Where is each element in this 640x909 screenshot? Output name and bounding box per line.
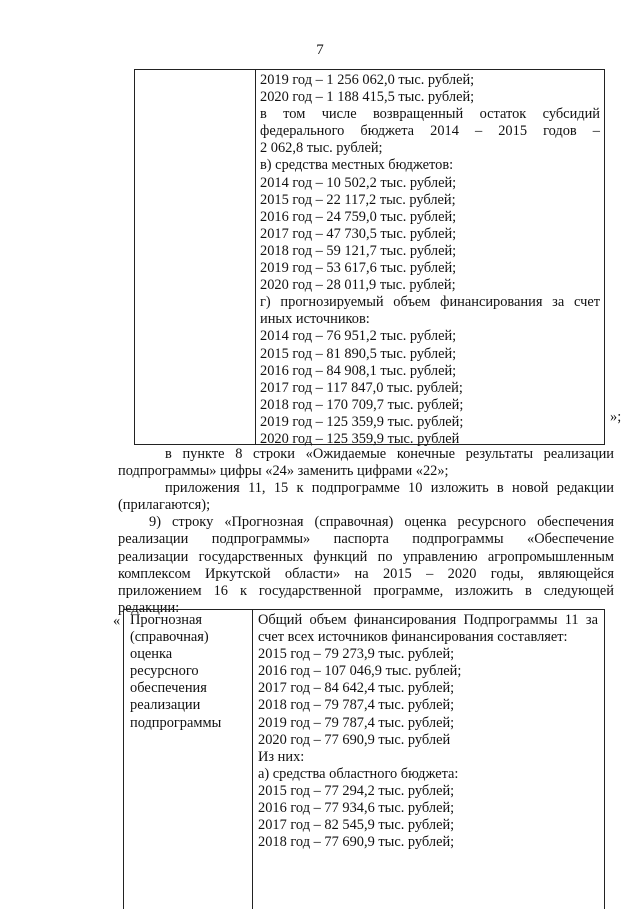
cell-line: 2020 год – 77 690,9 тыс. рублей xyxy=(258,731,451,748)
text-line: реализации подпрограммы» паспорта подпрограммы «Обеспечение xyxy=(118,531,614,548)
funding-cell-right xyxy=(258,612,598,851)
text-line: приложения 11, 15 к подпрограмме 10 изложить в новой редакции xyxy=(165,480,614,497)
text-line: подпрограммы» цифры «24» заменить цифрами «22»; xyxy=(118,463,449,480)
cell-line: 2016 год – 84 908,1 тыс. рублей; xyxy=(260,362,457,379)
body-text xyxy=(118,446,614,617)
funding-table-continued xyxy=(134,69,605,445)
cell-line: 2018 год – 170 709,7 тыс. рублей; xyxy=(260,396,464,413)
column-divider xyxy=(255,70,256,444)
cell-line: 2018 год – 77 690,9 тыс. рублей; xyxy=(258,834,455,851)
cell-line: г) прогнозируемый объем финансирования за счет xyxy=(260,294,600,311)
cell-line: а) средства областного бюджета: xyxy=(258,765,459,782)
cell-line: 2017 год – 82 545,9 тыс. рублей; xyxy=(258,817,455,834)
text-line: редакции: xyxy=(118,599,180,616)
funding-cell-right xyxy=(260,72,600,448)
cell-line: 2019 год – 53 617,6 тыс. рублей; xyxy=(260,260,457,277)
cell-line: 2015 год – 81 890,5 тыс. рублей; xyxy=(260,345,457,362)
text-line: (прилагаются); xyxy=(118,497,211,514)
cell-line: 2 062,8 тыс. рублей; xyxy=(260,140,383,157)
cell-line: иных источников: xyxy=(260,311,370,328)
text-line: в пункте 8 строки «Ожидаемые конечные результаты реализации xyxy=(165,446,614,462)
cell-line: счет всех источников финансирования составляет: xyxy=(258,629,568,646)
label-line: Прогнозная xyxy=(130,612,202,628)
cell-line: 2017 год – 84 642,4 тыс. рублей; xyxy=(258,680,455,697)
cell-line: федерального бюджета 2014 – 2015 годов – xyxy=(260,123,600,140)
cell-line: 2019 год – 125 359,9 тыс. рублей; xyxy=(260,413,464,430)
cell-line: 2020 год – 28 011,9 тыс. рублей; xyxy=(260,277,456,294)
cell-line: в) средства местных бюджетов: xyxy=(260,157,454,174)
row-label-cell xyxy=(130,612,248,732)
label-line: подпрограммы xyxy=(130,714,222,731)
cell-line: 2015 год – 77 294,2 тыс. рублей; xyxy=(258,782,455,799)
label-line: (справочная) xyxy=(130,629,209,646)
cell-line: 2018 год – 59 121,7 тыс. рублей; xyxy=(260,242,457,259)
text-line: приложением 16 к государственной программе, изложить в следующей xyxy=(118,582,614,599)
text-line: реализации государственных функций по управлению агропромышленным xyxy=(118,548,614,565)
label-line: реализации xyxy=(130,697,201,714)
cell-line: 2018 год – 79 787,4 тыс. рублей; xyxy=(258,697,455,714)
cell-line: 2020 год – 1 188 415,5 тыс. рублей; xyxy=(260,89,475,106)
label-line: оценка xyxy=(130,646,173,663)
cell-line: Из них: xyxy=(258,748,305,765)
opening-quote-mark: « xyxy=(113,613,121,629)
cell-line: 2016 год – 24 759,0 тыс. рублей; xyxy=(260,208,457,225)
cell-line: 2016 год – 107 046,9 тыс. рублей; xyxy=(258,663,462,680)
label-line: обеспечения xyxy=(130,680,207,697)
cell-line: 2014 год – 10 502,2 тыс. рублей; xyxy=(260,174,457,191)
text-line: комплексом Иркутской области» на 2015 – 2020 годы, являющейся xyxy=(118,565,614,582)
closing-quote-mark: »; xyxy=(610,409,622,425)
cell-line: 2017 год – 47 730,5 тыс. рублей; xyxy=(260,225,457,242)
cell-line: 2016 год – 77 934,6 тыс. рублей; xyxy=(258,800,455,817)
text-line: 9) строку «Прогнозная (справочная) оценка ресурсного обеспечения xyxy=(149,514,614,531)
cell-line: Общий объем финансирования Подпрограммы 11 за xyxy=(258,612,598,628)
cell-line: 2014 год – 76 951,2 тыс. рублей; xyxy=(260,328,457,345)
column-divider xyxy=(252,610,253,909)
cell-line: 2020 год – 125 359,9 тыс. рублей xyxy=(260,430,460,447)
cell-line: 2017 год – 117 847,0 тыс. рублей; xyxy=(260,379,463,396)
cell-line: 2019 год – 1 256 062,0 тыс. рублей; xyxy=(260,72,475,88)
cell-line: 2015 год – 22 117,2 тыс. рублей; xyxy=(260,191,456,208)
page-number: 7 xyxy=(316,42,324,58)
cell-line: 2015 год – 79 273,9 тыс. рублей; xyxy=(258,646,455,663)
cell-line: 2019 год – 79 787,4 тыс. рублей; xyxy=(258,714,455,731)
cell-line: в том числе возвращенный остаток субсидий xyxy=(260,106,600,123)
resource-assessment-table xyxy=(123,609,605,909)
label-line: ресурсного xyxy=(130,663,199,680)
